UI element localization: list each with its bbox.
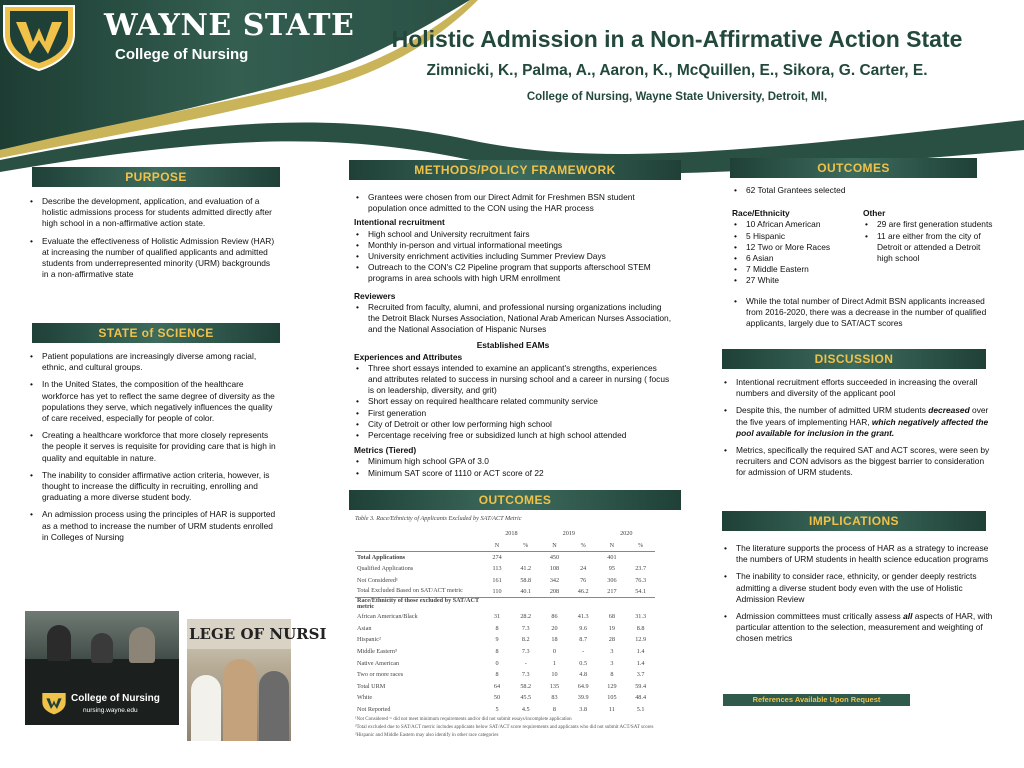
table-cell: 64.9 <box>577 682 589 690</box>
table-row <box>355 669 655 681</box>
outcomes-table-heading: OUTCOMES <box>349 490 681 510</box>
discussion-item: • Metrics, specifically the required SAT and ACT scores, were seen by recruiters and CON advisors as the biggest barrier to consideration for admission of URM students. <box>722 445 994 479</box>
table-cell: 48.4 <box>635 694 647 702</box>
recruitment-heading: Intentional recruitment <box>354 217 445 228</box>
table-row <box>355 574 655 586</box>
table-cell: - <box>524 659 527 667</box>
table-cell: 8 <box>495 624 499 632</box>
table-cell: 8.8 <box>636 624 645 632</box>
table-cell: 5.1 <box>636 705 645 713</box>
implications-heading: IMPLICATIONS <box>722 511 986 531</box>
table-row-label: Total URM <box>357 682 386 690</box>
table-cell: 342 <box>549 576 560 584</box>
table-row <box>355 680 655 692</box>
table-cell: 217 <box>607 588 617 596</box>
implications-section <box>722 543 994 651</box>
table-cell: 31 <box>493 613 501 621</box>
table-row-label: White <box>357 694 373 702</box>
outcomes-total: • 62 Total Grantees selected <box>732 185 994 196</box>
table-cell: 1.4 <box>636 647 645 655</box>
table-row-label: Not Considered¹ <box>357 576 398 584</box>
poster-affiliation: College of Nursing, Wayne State University, Detroit, MI, <box>526 91 828 103</box>
metrics-item: • Minimum SAT score of 1110 or ACT score of 22 <box>354 468 672 479</box>
table-row <box>355 657 655 669</box>
table-row <box>355 646 655 658</box>
table-cell: 5 <box>495 705 499 713</box>
table-cell <box>540 598 569 611</box>
table-subhead: % <box>638 541 644 549</box>
table-cell: 450 <box>549 553 560 561</box>
table-cell <box>511 598 540 611</box>
eams-heading: Established EAMs <box>476 340 550 351</box>
table-cell: 68 <box>608 613 615 621</box>
table-cell: 135 <box>549 682 560 690</box>
table-cell: 208 <box>549 588 560 596</box>
purpose-item: • Describe the development, application, and evaluation of a holistic admissions process for students admitted directly after high school in a non-affirmative action state. <box>28 196 278 230</box>
table-row-label: Total Applications <box>357 553 406 561</box>
table-row <box>355 563 655 575</box>
table-year: 2019 <box>562 530 575 538</box>
table-cell <box>626 551 655 563</box>
table-cell <box>569 598 598 611</box>
table-cell: 8.2 <box>521 636 530 644</box>
table-cell: 401 <box>607 553 617 561</box>
photo-recruitment-table <box>25 611 179 725</box>
photo-students <box>187 619 327 741</box>
experiences-item: • Short essay on required healthcare related community service <box>354 396 672 407</box>
outcomes-section <box>732 185 994 329</box>
table-cell: 45.5 <box>520 694 532 702</box>
table-cell <box>598 598 627 611</box>
other-heading: Other <box>863 208 886 219</box>
outcomes-note: • While the total number of Direct Admit BSN applicants increased from 2016-2020, there was a decrease in the number of qualified applicants, largely due to SAT/ACT scores <box>732 296 994 330</box>
table-row-label: Two or more races <box>357 671 404 679</box>
table-cell: 24 <box>580 565 587 573</box>
table-year: 2018 <box>505 530 518 538</box>
discussion-text: Despite this, the number of admitted URM students <box>736 405 926 416</box>
poster-authors: Zimnicki, K., Palma, A., Aaron, K., McQuillen, E., Sikora, G. Carter, E. <box>426 62 928 79</box>
discussion-heading: DISCUSSION <box>722 349 986 369</box>
table-cell: 129 <box>607 682 617 690</box>
table-cell: 54.1 <box>635 588 647 596</box>
table-cell: 40.1 <box>520 588 532 596</box>
table-cell: 7.3 <box>521 624 530 632</box>
table-cell: 39.9 <box>577 694 589 702</box>
table-cell: 76.3 <box>635 576 647 584</box>
outcomes-heading: OUTCOMES <box>730 158 977 178</box>
table-cell: 110 <box>492 588 502 596</box>
implications-text: Admission committees must critically assess <box>736 611 901 622</box>
table-row-label: Asian <box>357 624 372 632</box>
table-cell: 95 <box>608 565 615 573</box>
table-cell: 3.7 <box>636 671 645 679</box>
table-cell: 23.7 <box>635 565 647 573</box>
methods-heading: METHODS/POLICY FRAMEWORK <box>349 160 681 180</box>
table-cell: 4.8 <box>579 671 588 679</box>
science-heading: STATE of SCIENCE <box>32 323 280 343</box>
table-row-label: Race/Ethnicity of those excluded by SAT/ACT metric <box>357 597 479 611</box>
building-sign-text: LEGE OF NURSI <box>189 625 327 643</box>
table-cell: 41.2 <box>520 565 532 573</box>
table-cell: 7.3 <box>521 671 530 679</box>
science-item: • Patient populations are increasingly diverse among racial, ethnic, and cultural groups. <box>28 351 278 373</box>
discussion-text: over the five years of implementing HAR, <box>736 405 989 427</box>
table-cell: 31.3 <box>635 613 647 621</box>
experiences-item: • Three short essays intended to examine an applicant's strengths, experiences and attributes related to success in nursing school and a career in nursing ( focus is on leadership, diversity, and grit) <box>354 363 672 397</box>
metrics-item: • Minimum high school GPA of 3.0 <box>354 456 672 467</box>
table-row <box>355 692 655 704</box>
table-cell: 83 <box>551 694 558 702</box>
table-cell <box>511 551 540 563</box>
table-row <box>355 634 655 646</box>
science-item: • The inability to consider affirmative action criteria, however, is thought to increase the difficulty in recruiting, enrolling and graduating a more diverse student body. <box>28 470 278 504</box>
discussion-emphasis: decreased <box>928 405 970 416</box>
table-row-label: African American/Black <box>357 613 418 621</box>
poster-title: Holistic Admission in a Non-Affirmative Action State <box>391 26 963 52</box>
table-footnote: ¹Not Considered = did not meet minimum requirements and/or did not submit essays/incomplete application <box>355 717 572 723</box>
table-cell: 8 <box>495 671 499 679</box>
table-cell: 1 <box>552 659 556 667</box>
methods-section <box>354 192 672 479</box>
table-cell: 8.7 <box>579 636 588 644</box>
table-cell: 20 <box>551 624 558 632</box>
purpose-section <box>28 196 278 286</box>
table-row <box>355 586 655 598</box>
table-cell: 64 <box>493 682 501 690</box>
college-name: College of Nursing <box>115 46 249 63</box>
table-cell: 0.5 <box>579 659 588 667</box>
table-subhead: N <box>494 541 500 549</box>
recruitment-item: • Monthly in-person and virtual informational meetings <box>354 240 672 251</box>
science-item: • An admission process using the principles of HAR is supported as a method to increase the number of URM students enrolled in Colleges of Nursing <box>28 509 278 543</box>
table-cell: 76 <box>580 576 587 584</box>
table-cell: 105 <box>607 694 617 702</box>
race-item: • 12 Two or More Races <box>732 242 863 253</box>
table-cell: 59.4 <box>635 682 647 690</box>
photo-url: nursing.wayne.edu <box>83 707 138 714</box>
reviewers-item: • Recruited from faculty, alumni, and professional nursing organizations including the Detroit Black Nurses Association, National Arab American Nurses Association, and the National Association of Hispanic Nurses <box>354 302 672 336</box>
recruitment-item: • High school and University recruitment fairs <box>354 229 672 240</box>
race-item: • 10 African American <box>732 219 863 230</box>
discussion-section <box>722 377 994 485</box>
implications-item: • The literature supports the process of HAR as a strategy to increase the numbers of URM students in health science education programs <box>722 543 994 565</box>
methods-intro: • Grantees were chosen from our Direct Admit for Freshmen BSN student population once admitted to the CON using the HAR process <box>354 192 672 214</box>
purpose-heading: PURPOSE <box>32 167 280 187</box>
table-cell: 0 <box>495 659 499 667</box>
table-cell: 8 <box>552 705 556 713</box>
table-cell <box>569 551 598 563</box>
experiences-item: • City of Detroit or other low performing high school <box>354 419 672 430</box>
other-item: • 11 are either from the city of Detroit or attended a Detroit high school <box>863 231 994 265</box>
table-cell: 0 <box>552 647 556 655</box>
table-cell: 41.3 <box>577 613 589 621</box>
experiences-item: • Percentage receiving free or subsidized lunch at high school attended <box>354 430 672 441</box>
table-cell <box>483 598 512 611</box>
table-caption: Table 3. Race/Ethnicity of Applicants Excluded by SAT/ACT Metric <box>355 515 522 522</box>
table-row-label: Total Excluded Based on SAT/ACT metric <box>357 587 463 595</box>
table-subhead: % <box>523 541 529 549</box>
table-cell: 19 <box>608 624 615 632</box>
reviewers-heading: Reviewers <box>354 290 396 301</box>
experiences-item: • First generation <box>354 408 672 419</box>
recruitment-item: • Outreach to the CON's C2 Pipeline program that supports afterschool STEM programs in area schools with high URM enrollment <box>354 262 672 284</box>
implications-item: • The inability to consider race, ethnicity, or gender deeply restricts admitting a diverse student body even with the use of Holistic Admission Review <box>722 571 994 605</box>
science-item: • In the United States, the composition of the healthcare workforce has yet to reflect the same degree of diversity as the populations they serve, which negatively influences the quality of care received, especially for people of color. <box>28 379 278 424</box>
table-cell: 28 <box>608 636 615 644</box>
table-cell: 108 <box>549 565 560 573</box>
table-cell: 3 <box>610 647 614 655</box>
purpose-item: • Evaluate the effectiveness of Holistic Admission Review (HAR) at increasing the number of qualified applicants and admitted students from underrepresented minority (URM) backgrounds in a non-affirmative state <box>28 236 278 281</box>
table-cell: 8 <box>495 647 499 655</box>
references-banner: References Available Upon Request <box>723 694 910 706</box>
experiences-heading: Experiences and Attributes <box>354 351 463 362</box>
race-item: • 6 Asian <box>732 253 863 264</box>
table-row-label: Qualified Applications <box>357 565 414 573</box>
science-section <box>28 351 278 549</box>
outcomes-table <box>355 515 655 768</box>
table-cell <box>626 598 655 611</box>
implications-text: aspects of HAR, with particular attention to the selection, measurement and weighting of chosen metrics <box>736 611 993 644</box>
table-cell: 1.4 <box>636 659 645 667</box>
table-cell: 161 <box>492 576 502 584</box>
table-cell: 274 <box>492 553 502 561</box>
table-cell: 86 <box>551 613 558 621</box>
other-item: • 29 are first generation students <box>863 219 994 230</box>
table-subhead: % <box>580 541 586 549</box>
race-heading: Race/Ethnicity <box>732 208 790 219</box>
table-row <box>355 598 655 611</box>
table-cell: 3 <box>610 659 614 667</box>
table-cell: 9 <box>495 636 499 644</box>
recruitment-item: • University enrichment activities including Summer Preview Days <box>354 251 672 262</box>
table-cell: 58.8 <box>520 576 532 584</box>
table-row-label: Not Reported <box>357 705 391 713</box>
science-item: • Creating a healthcare workforce that more closely represents the people it serves is requisite for providing care that is high in quality and equitable in nature. <box>28 430 278 464</box>
race-item: • 7 Middle Eastern <box>732 264 863 275</box>
table-cell: 46.2 <box>577 588 589 596</box>
metrics-heading: Metrics (Tiered) <box>354 445 417 456</box>
table-row-label: Hispanic² <box>357 636 381 644</box>
table-cell: 9.6 <box>579 624 588 632</box>
table-cell: 8 <box>610 671 614 679</box>
table-cell: - <box>582 647 585 655</box>
shield-icon <box>41 691 67 715</box>
table-cell: 306 <box>607 576 617 584</box>
table-cell: 18 <box>551 636 558 644</box>
table-row-label: Middle Eastern³ <box>357 647 397 655</box>
table-footnote: ²Total excluded due to SAT/ACT metric includes applicants below SAT/ACT score requirements and applicants who did not submit ACT/SAT scores <box>355 725 654 731</box>
discussion-item <box>722 405 994 439</box>
wayne-state-shield-icon <box>0 0 78 72</box>
table-cell: 28.2 <box>520 613 532 621</box>
race-item: • 27 White <box>732 275 863 286</box>
table-subhead: N <box>552 541 557 549</box>
table-footnote: ³Hispanic and Middle Eastern may also identify in other race categories <box>355 733 499 739</box>
discussion-item: • Intentional recruitment efforts succeeded in increasing the overall numbers and diversity of the applicant pool <box>722 377 994 399</box>
table-row <box>355 622 655 634</box>
photo-caption: College of Nursing <box>71 693 160 704</box>
table-year: 2020 <box>620 530 633 538</box>
table-body <box>355 551 655 715</box>
discussion-emphasis: which negatively affected the pool available for inclusion in the grant. <box>736 416 989 438</box>
table-subhead: N <box>609 541 615 549</box>
table-cell: 12.9 <box>635 636 647 644</box>
table-cell: 50 <box>493 694 501 702</box>
table-cell: 11 <box>608 705 615 713</box>
institution-name: WAYNE STATE <box>104 8 355 43</box>
table-cell: 4.5 <box>521 705 530 713</box>
table-row <box>355 551 655 563</box>
table-cell: 113 <box>492 565 502 573</box>
table-row <box>355 704 655 716</box>
table-cell: 10 <box>551 671 558 679</box>
implications-item <box>722 611 994 645</box>
implications-emphasis: all <box>903 611 913 622</box>
table-cell: 3.8 <box>579 705 588 713</box>
table-cell: 7.3 <box>521 647 530 655</box>
table-row <box>355 611 655 623</box>
table-cell: 58.2 <box>520 682 532 690</box>
table-row-label: Native American <box>357 659 400 667</box>
race-item: • 5 Hispanic <box>732 231 863 242</box>
